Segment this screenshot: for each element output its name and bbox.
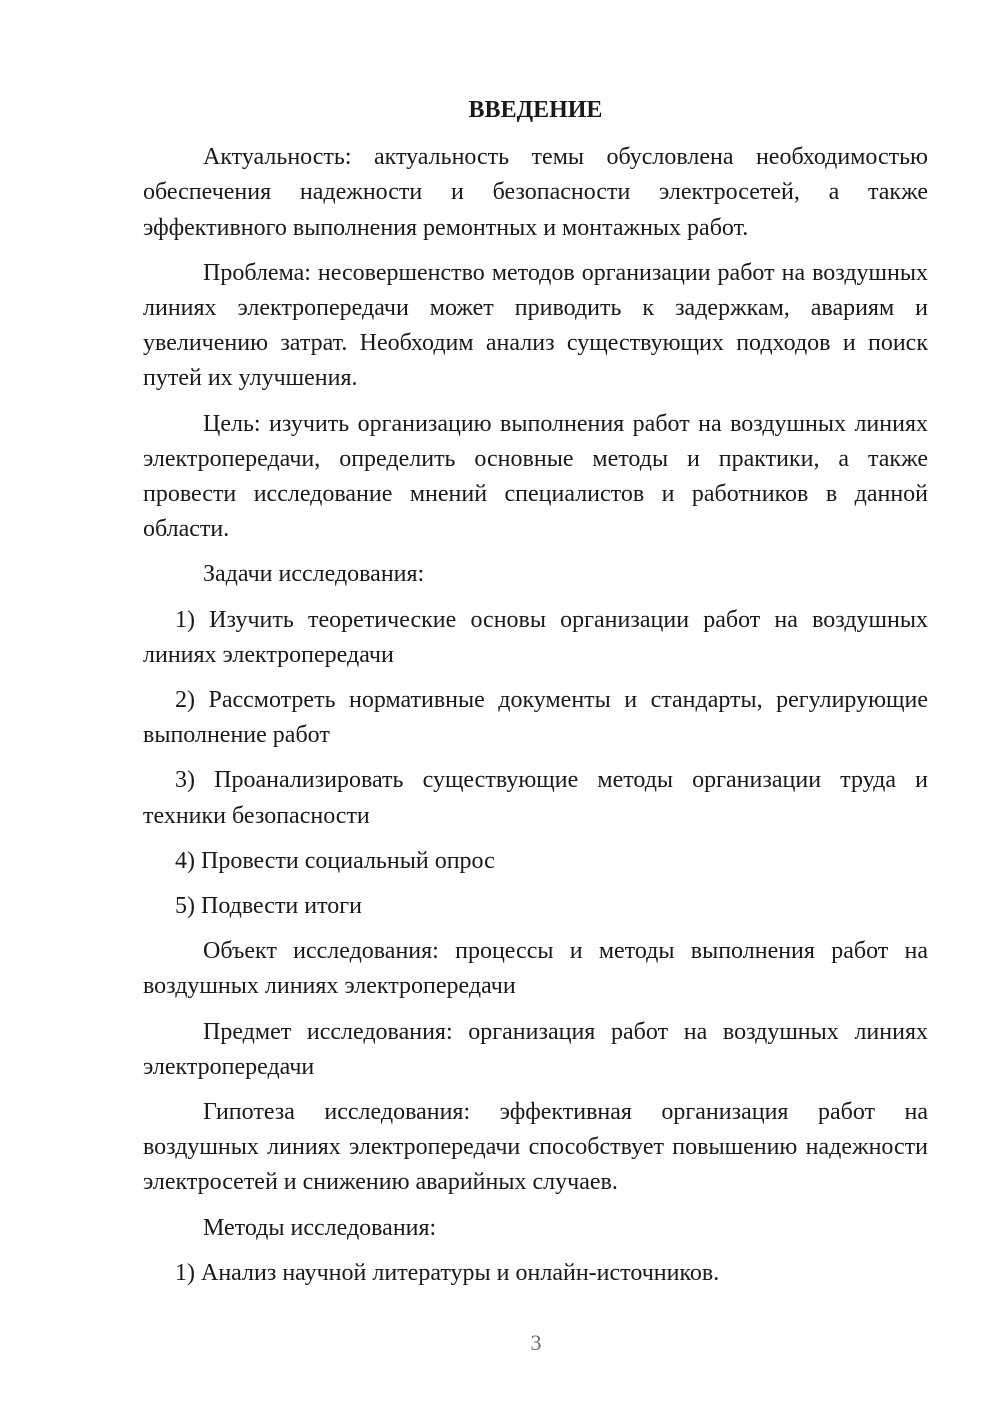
paragraph-hypothesis: Гипотеза исследования: эффективная организация работ на воздушных линиях электропередачи способствует повышению надежности электросетей и снижению аварийных случаев. [143, 1099, 928, 1196]
list-item-task-2: 2) Рассмотреть нормативные документы и стандарты, регулирующие выполнение работ [143, 687, 928, 749]
document-body [143, 93, 928, 1301]
paragraph-goal: Цель: изучить организацию выполнения работ на воздушных линиях электропередачи, определить основные методы и практики, а также провести исследование мнений специалистов и работников в данной области. [143, 410, 928, 543]
paragraph-methods-heading: Методы исследования: [203, 1214, 437, 1241]
page-title: ВВЕДЕНИЕ [468, 97, 603, 123]
list-item-method-1: 1) Анализ научной литературы и онлайн-источников. [175, 1259, 720, 1286]
list-item-task-1: 1) Изучить теоретические основы организации работ на воздушных линиях электропередачи [143, 606, 928, 668]
list-item-task-5: 5) Подвести итоги [175, 893, 362, 920]
list-item-task-3: 3) Проанализировать существующие методы организации труда и техники безопасности [143, 767, 928, 829]
paragraph-subject: Предмет исследования: организация работ на воздушных линиях электропередачи [143, 1018, 928, 1080]
paragraph-problem: Проблема: несовершенство методов организации работ на воздушных линиях электропередачи может приводить к задержкам, авариям и увеличению затрат. Необходим анализ существующих подходов и поиск путей их улучшения. [143, 259, 928, 392]
paragraph-object: Объект исследования: процессы и методы выполнения работ на воздушных линиях электропередачи [143, 938, 928, 1000]
paragraph-tasks-heading: Задачи исследования: [203, 561, 425, 588]
paragraph-relevance: Актуальность: актуальность темы обусловлена необходимостью обеспечения надежности и безопасности электросетей, а также эффективного выполнения ремонтных и монтажных работ. [143, 144, 928, 241]
list-item-task-4: 4) Провести социальный опрос [175, 847, 495, 874]
page-number: 3 [530, 1330, 542, 1355]
